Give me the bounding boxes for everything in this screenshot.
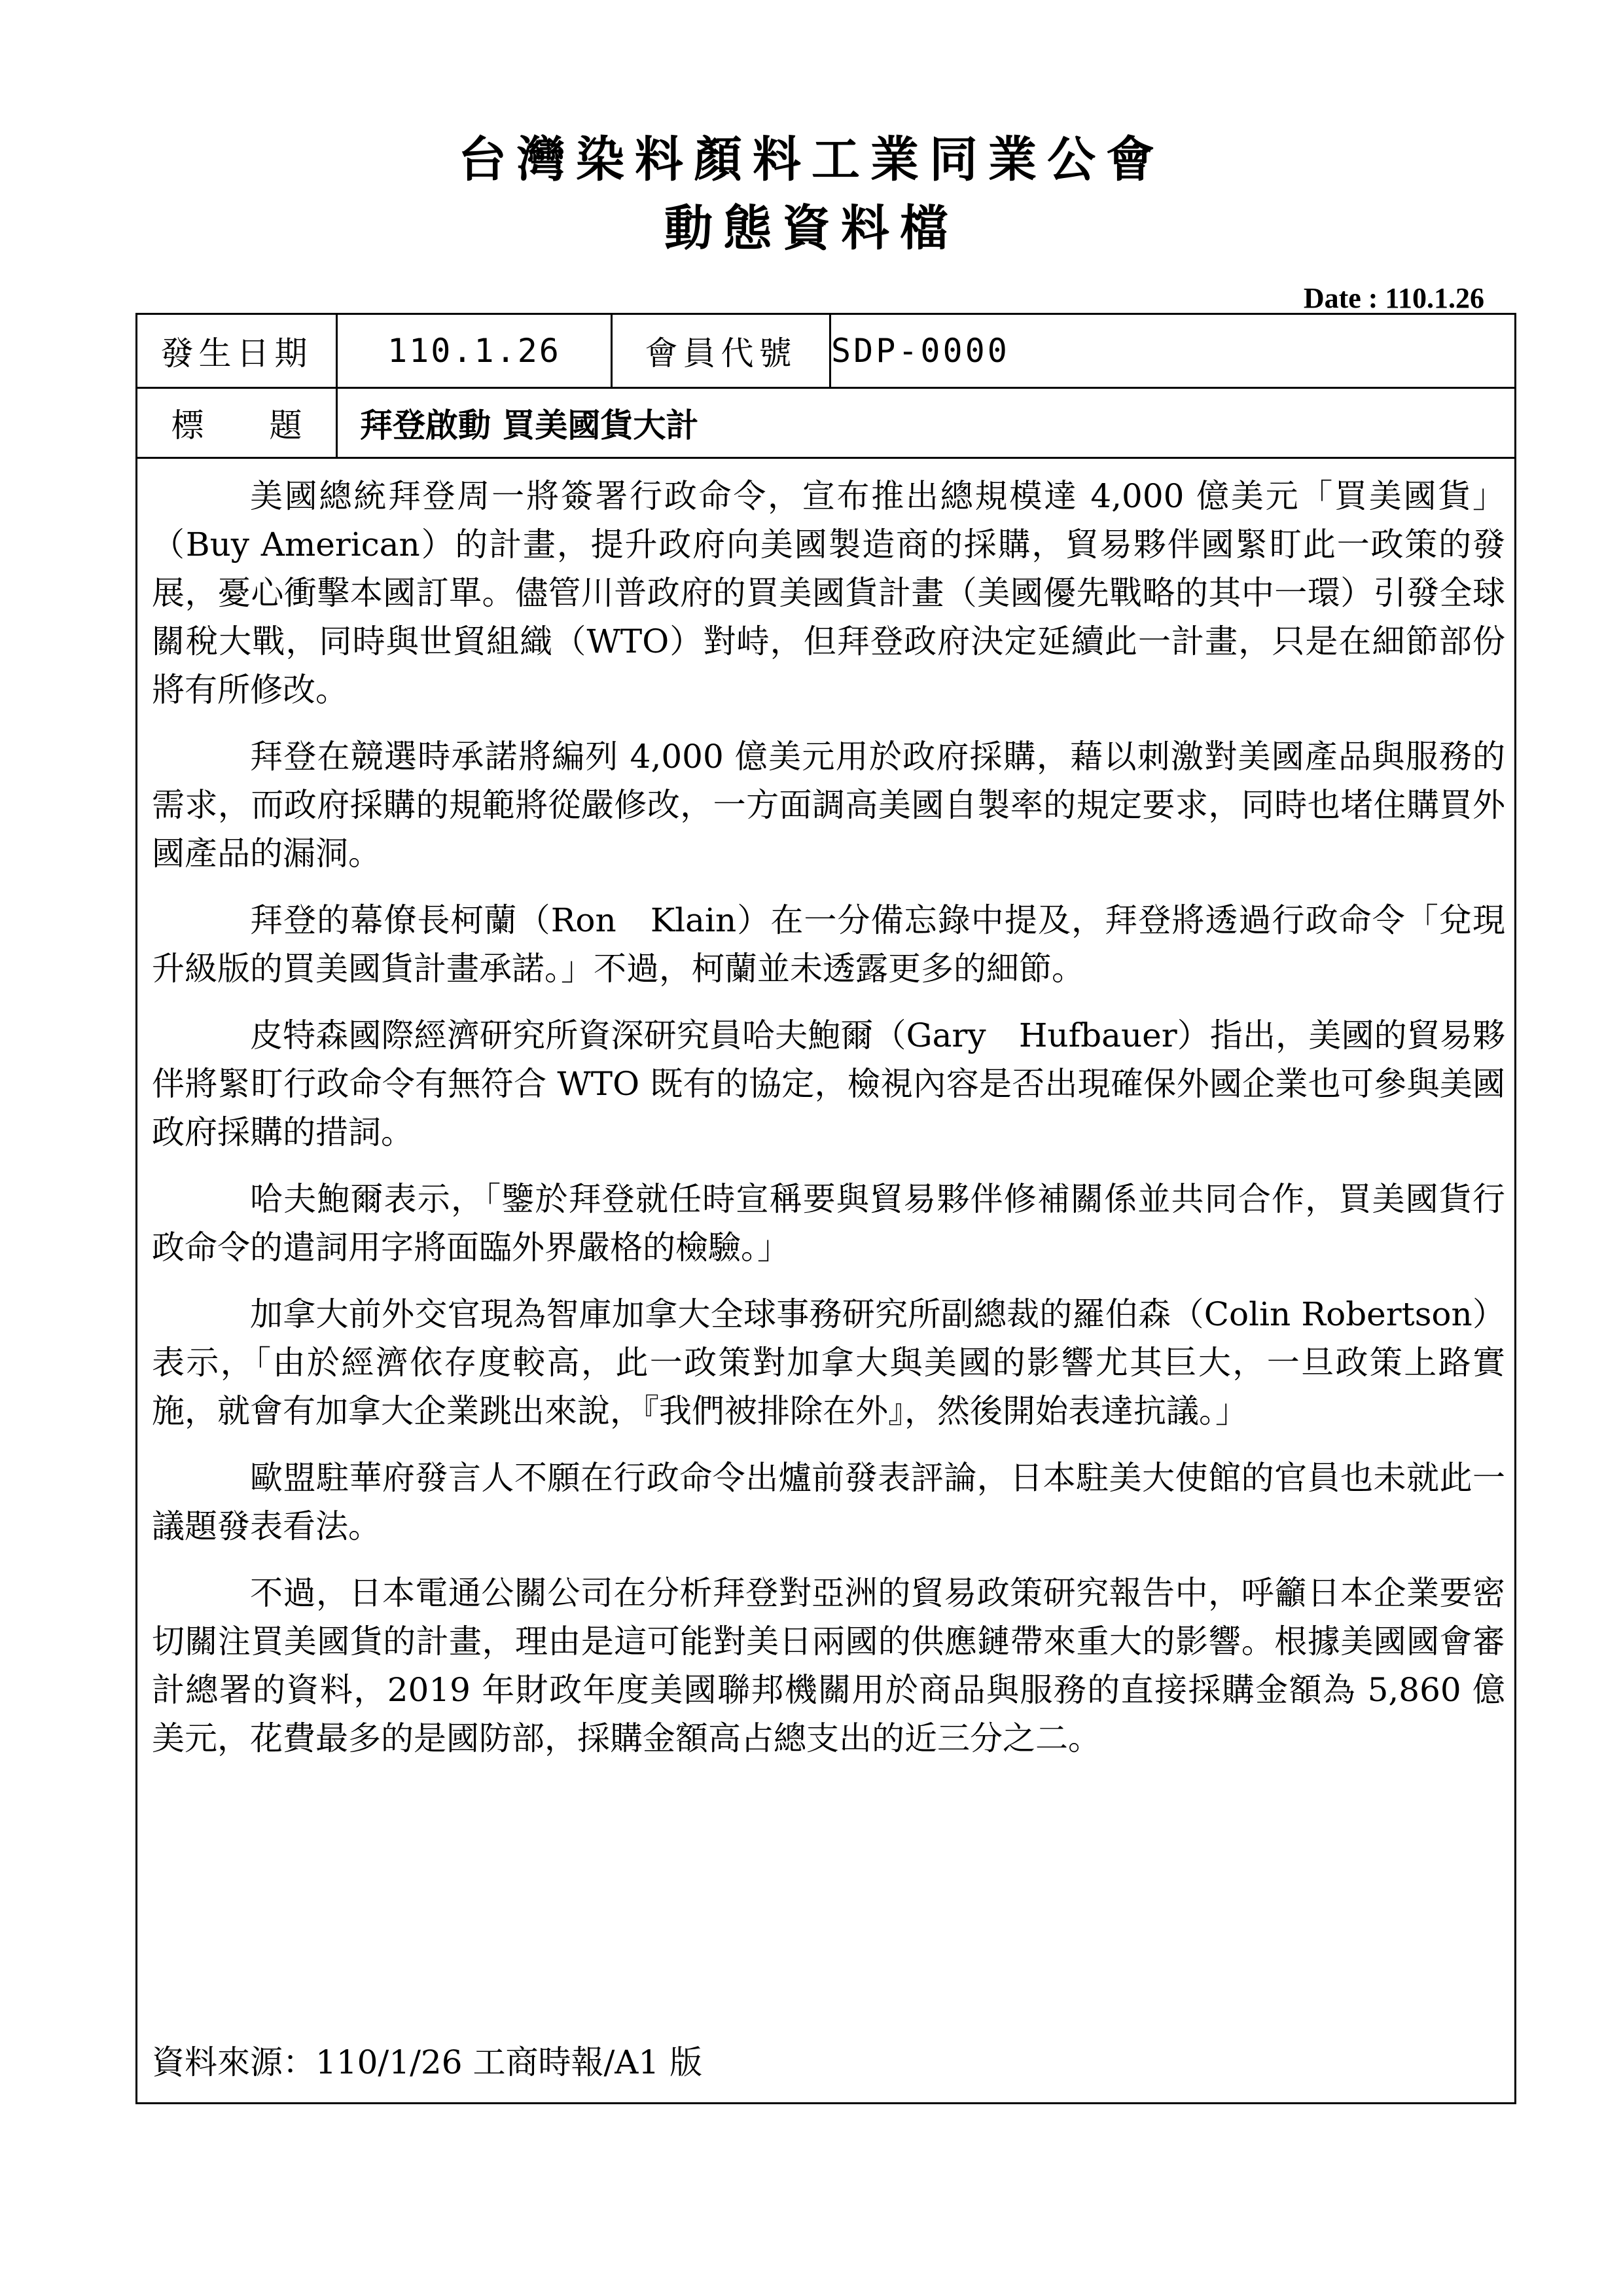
document-subtitle: 動態資料檔 xyxy=(664,200,959,257)
record-frame xyxy=(135,313,1516,2104)
date-value: 110.1.26 xyxy=(387,332,561,370)
article-paragraph: 美國總統拜登周一將簽署行政命令，宣布推出總規模達 4,000 億美元「買美國貨」（Buy American）的計畫，提升政府向美國製造商的採購，貿易夥伴國緊盯此一政策的發展，憂心衝擊本國訂單。儘管川普政府的買美國貨計畫（美國優先戰略的其中一環）引發全球關稅大戰，同時與世貿組織（WTO）對峙，但拜登政府決定延續此一計畫，只是在細節部份將有所修改。 xyxy=(152,477,1505,709)
member-label: 會員代號 xyxy=(645,334,797,372)
table-bottom-border xyxy=(137,457,1514,459)
article-paragraph: 不過，日本電通公關公司在分析拜登對亞洲的貿易政策研究報告中，呼籲日本企業要密切關注買美國貨的計畫，理由是這可能對美日兩國的供應鏈帶來重大的影響。根據美國國會審計總署的資料，2019 年財政年度美國聯邦機關用於商品與服務的直接採購金額為 5,860 億美元，花費最多的是國防部，採購金額高占總支出的近三分之二。 xyxy=(152,1574,1505,1757)
article-paragraph: 皮特森國際經濟研究所資深研究員哈夫鮑爾（Gary Hufbauer）指出，美國的貿易夥伴將緊盯行政命令有無符合 WTO 既有的協定，檢視內容是否出現確保外國企業也可參與美國政府採購的措詞。 xyxy=(152,1016,1505,1151)
table-row-divider xyxy=(137,387,1514,389)
member-value: SDP-0000 xyxy=(831,332,1010,370)
article-paragraph: 加拿大前外交官現為智庫加拿大全球事務研究所副總裁的羅伯森（Colin Robertson）表示，「由於經濟依存度較高，此一政策對加拿大與美國的影響尤其巨大，一旦政策上路實施，就會有加拿大企業跳出來說，『我們被排除在外』，然後開始表達抗議。」 xyxy=(152,1295,1505,1430)
subject-label: 標 題 xyxy=(171,406,302,444)
date-label: 發生日期 xyxy=(160,334,313,372)
article-paragraph: 哈夫鮑爾表示，「鑒於拜登就任時宣稱要與貿易夥伴修補關係並共同合作，買美國貨行政命令的遣詞用字將面臨外界嚴格的檢驗。」 xyxy=(152,1180,1505,1266)
source-citation: 資料來源：110/1/26 工商時報/A1 版 xyxy=(152,2043,703,2081)
document-date: Date : 110.1.26 xyxy=(1303,282,1484,314)
article-body xyxy=(152,472,1505,1781)
article-paragraph: 拜登的幕僚長柯蘭（Ron Klain）在一分備忘錄中提及，拜登將透過行政命令「兌現升級版的買美國貨計畫承諾。」不過，柯蘭並未透露更多的細節。 xyxy=(152,901,1505,988)
document-title: 台灣染料顏料工業同業公會 xyxy=(458,132,1165,188)
article-paragraph: 歐盟駐華府發言人不願在行政命令出爐前發表評論，日本駐美大使館的官員也未就此一議題發表看法。 xyxy=(152,1459,1505,1545)
article-paragraph: 拜登在競選時承諾將編列 4,000 億美元用於政府採購，藉以刺激對美國產品與服務的需求，而政府採購的規範將從嚴修改，一方面調高美國自製率的規定要求，同時也堵住購買外國產品的漏洞。 xyxy=(152,738,1505,872)
subject-value: 拜登啟動 買美國貨大計 xyxy=(360,406,699,444)
